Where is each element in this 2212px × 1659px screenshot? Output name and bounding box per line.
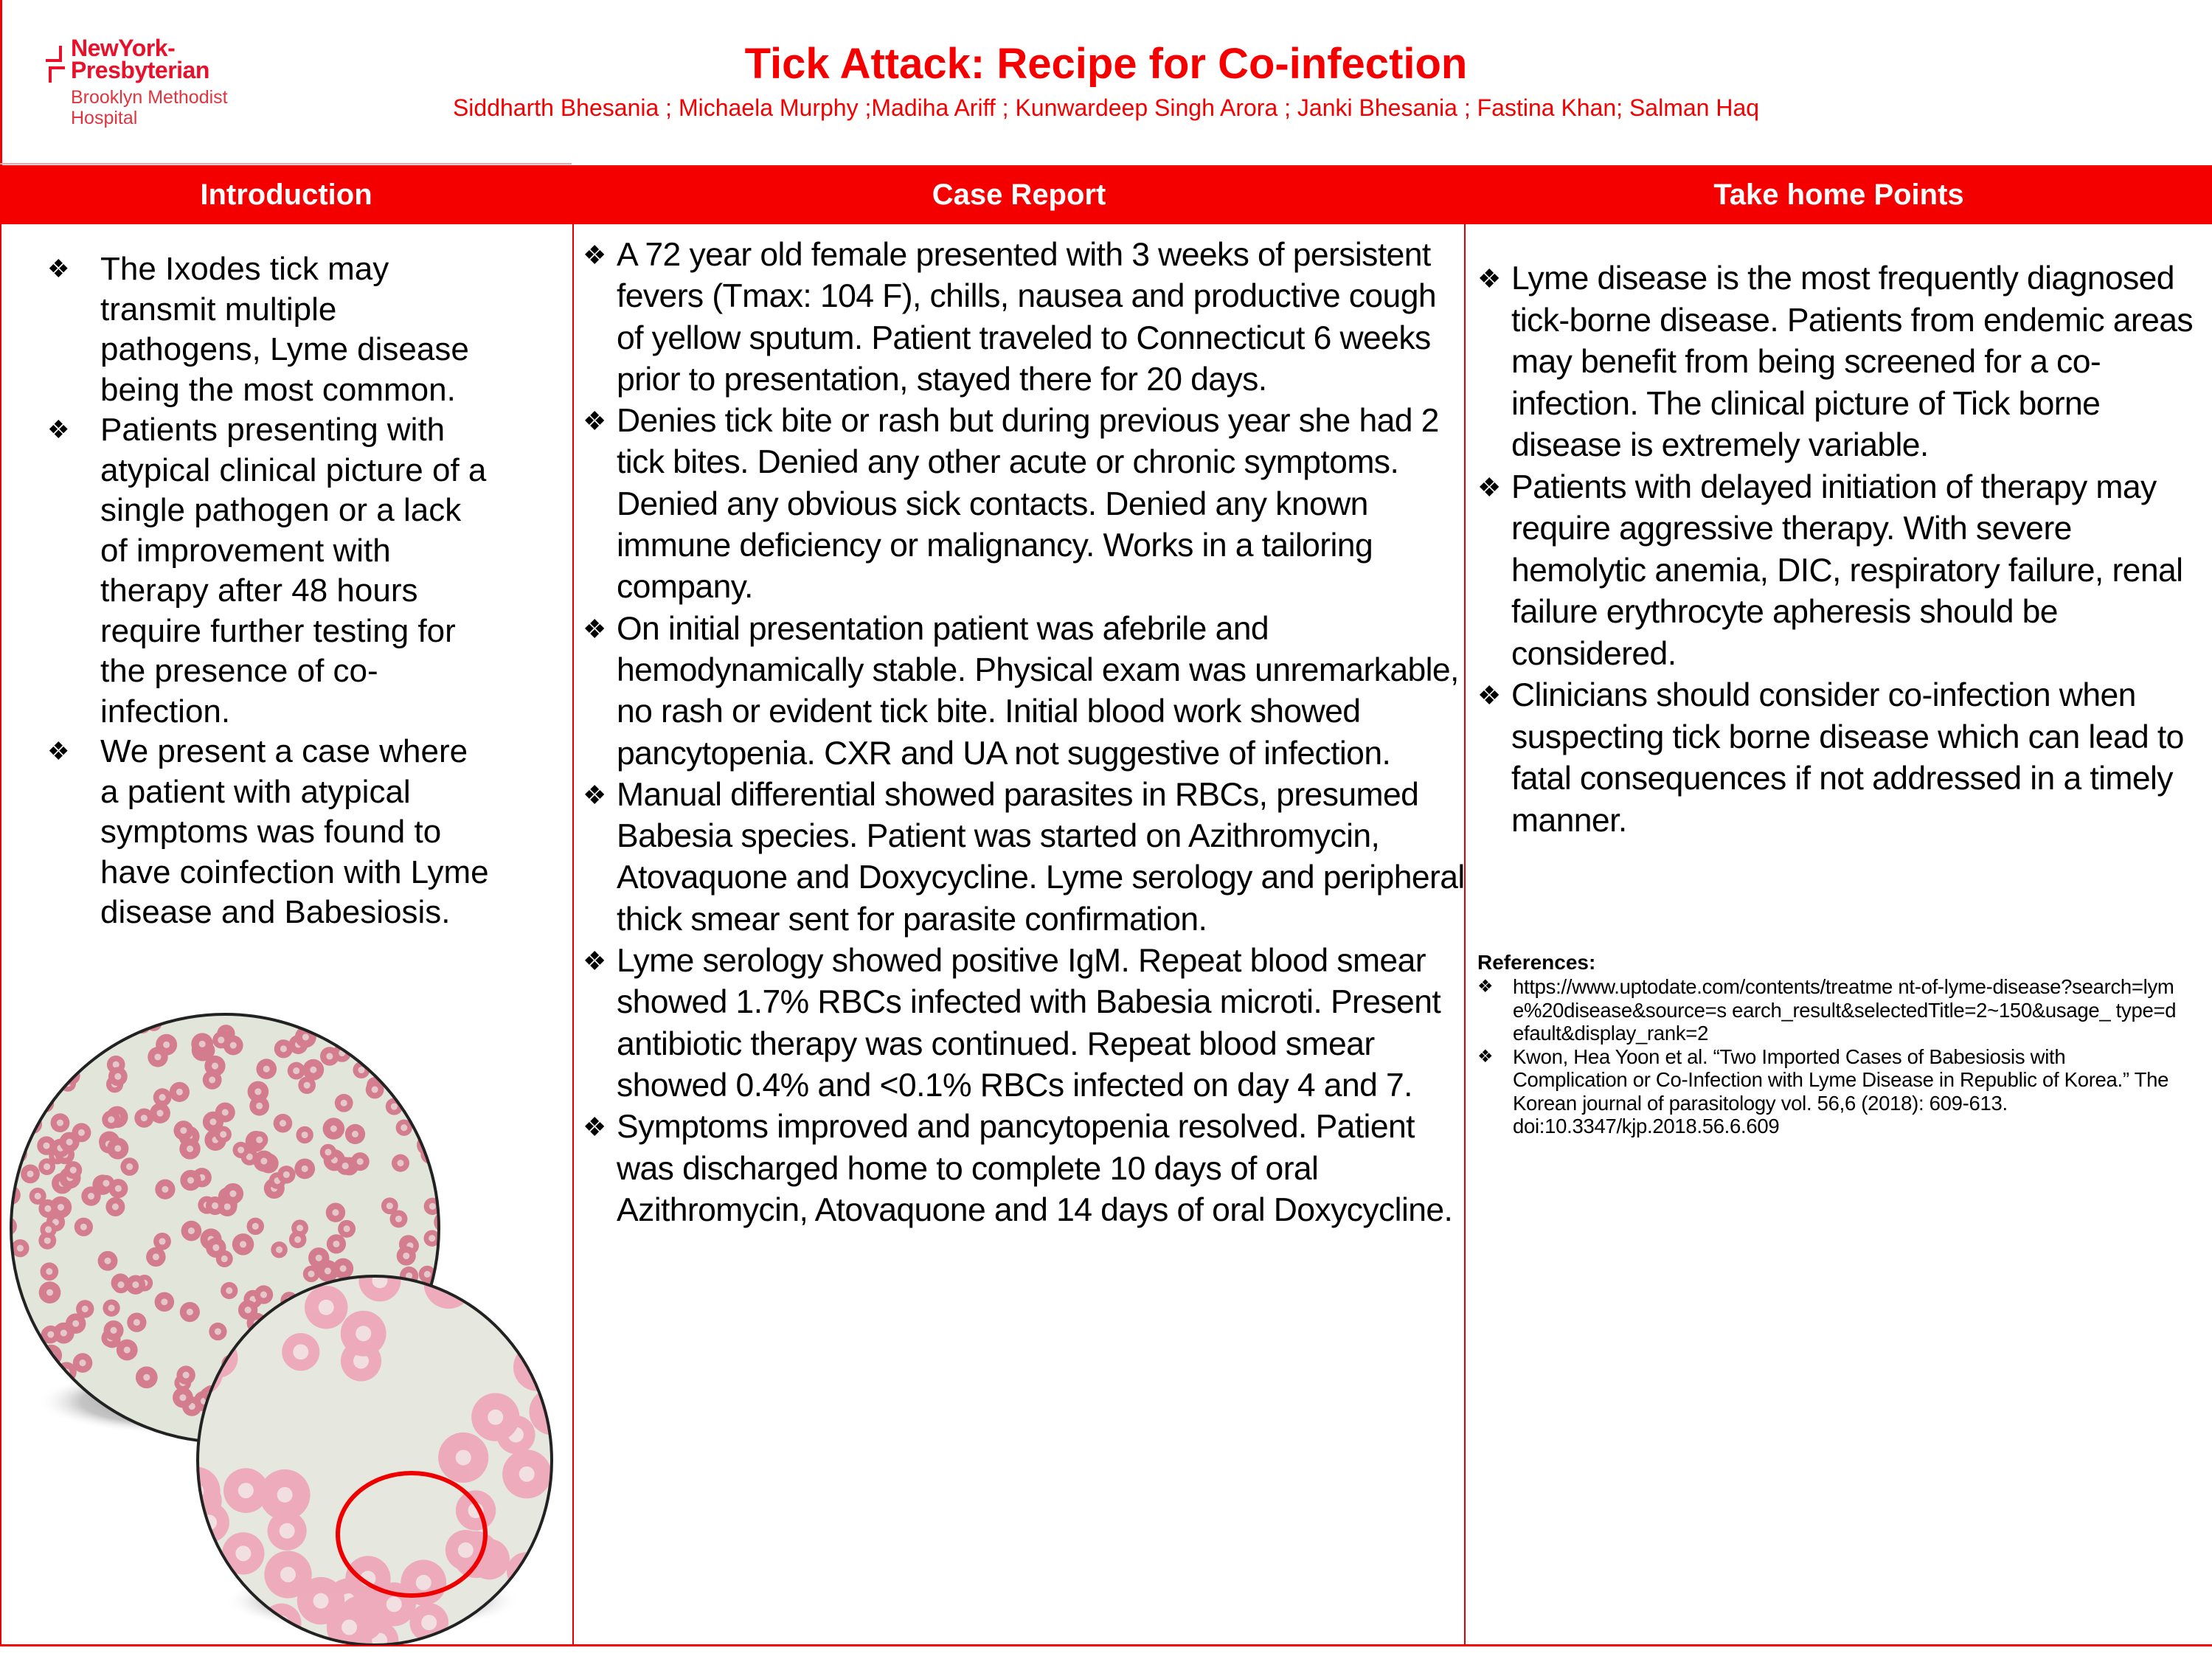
cell-pallor (260, 1292, 267, 1298)
reference-item: ❖ https://www.uptodate.com/contents/treatme nt-of-lyme-disease?search=lyme%20disease&source=s earch_result&selectedTitle=2~150&usage_ type=default&display_rank=2 (1477, 975, 2177, 1045)
cell-pallor (325, 1267, 331, 1274)
cell-pallor (212, 1244, 219, 1251)
cell-pallor (240, 1241, 246, 1247)
red-blood-cell (427, 1037, 448, 1059)
cell-pallor (263, 1066, 270, 1073)
diamond-bullet-icon: ❖ (47, 255, 70, 283)
red-blood-cell (34, 1010, 53, 1029)
case-item: ❖ Denies tick bite or rash but during previous year she had 2 tick bites. Denied any other acute or chronic symptoms. Denied any obvious sick contacts. Denied any known immune deficiency or malignancy. Works in a tailoring company. (583, 401, 1468, 608)
cell-pallor (158, 1440, 164, 1447)
cell-pallor (339, 1036, 346, 1043)
diamond-bullet-icon: ❖ (583, 240, 606, 270)
cell-pallor (519, 1466, 535, 1482)
cell-pallor (156, 1110, 163, 1117)
diamond-bullet-icon: ❖ (583, 779, 606, 810)
cell-pallor (220, 1131, 226, 1137)
cell-pallor (497, 1280, 513, 1295)
red-blood-cell (1, 1276, 18, 1293)
cell-pallor (283, 1171, 290, 1178)
cell-pallor (6, 1441, 13, 1447)
cell-pallor (80, 1224, 87, 1230)
red-blood-cell (430, 1081, 447, 1098)
case-item: ❖ A 72 year old female presented with 3 weeks of persistent fevers (Tmax: 104 F), chills, nausea and productive cough of yellow sputum. Patient traveled to Connecticut 6 weeks prior to presentation, stayed there for 20 days. (583, 235, 1468, 401)
cell-pallor (180, 1127, 187, 1134)
cell-pallor (523, 1621, 538, 1637)
diamond-bullet-icon: ❖ (47, 416, 70, 444)
cell-pallor (395, 1216, 402, 1222)
red-blood-cell (1, 1185, 20, 1205)
cell-pallor (319, 1300, 334, 1315)
cell-pallor (412, 1081, 418, 1088)
cell-pallor (70, 1167, 77, 1174)
cell-pallor (435, 1086, 442, 1092)
cell-pallor (124, 1346, 131, 1353)
cell-pallor (11, 1357, 18, 1364)
cell-pallor (316, 1255, 322, 1261)
cell-pallor (256, 1137, 263, 1143)
cell-pallor (66, 1139, 73, 1146)
red-blood-cell (332, 1012, 350, 1031)
cell-pallor (304, 1082, 311, 1089)
cell-pallor (424, 1271, 431, 1278)
diamond-bullet-icon: ❖ (583, 946, 606, 977)
red-blood-cell (71, 1001, 92, 1022)
red-blood-cell (35, 1032, 53, 1050)
cell-pallor (302, 1166, 308, 1172)
red-blood-cell (406, 1076, 424, 1094)
cell-pallor (326, 1053, 333, 1059)
cell-pallor (88, 1193, 94, 1199)
red-blood-cell (434, 1120, 451, 1137)
cell-pallor (60, 1330, 67, 1337)
cell-pallor (72, 1320, 79, 1327)
cell-pallor (313, 1593, 329, 1609)
intro-item: ❖ We present a case where a patient with atypical symptoms was found to have coinfection with Lyme disease and Babesiosis. (47, 733, 489, 930)
cell-pallor (83, 1039, 89, 1045)
cell-pallor (45, 1226, 52, 1233)
cell-pallor (26, 1423, 32, 1430)
cell-pallor (139, 1020, 145, 1027)
cell-pallor (458, 1542, 474, 1558)
cell-pallor (416, 1575, 431, 1590)
cell-pallor (30, 1121, 36, 1128)
red-blood-cell (406, 1045, 423, 1062)
cell-pallor (79, 1360, 86, 1366)
red-blood-cell (1, 1336, 21, 1355)
cell-pallor (224, 1203, 231, 1210)
take-home-item: ❖ Clinicians should consider co-infection when suspecting tick borne disease which can lead to fatal consequences if not addressed in a timely manner. (1477, 675, 2208, 842)
cell-pallor (103, 1180, 109, 1186)
cell-pallor (280, 1045, 287, 1052)
case-item: ❖ Symptoms improved and pancytopenia resolved. Patient was discharged home to complete 10 days of oral Azithromycin, Atovaquone and 14 days of oral Doxycycline. (583, 1106, 1468, 1231)
cell-pallor (260, 1157, 267, 1164)
red-blood-cell (403, 1053, 423, 1073)
cell-pallor (238, 1146, 244, 1153)
reference-item: ❖ Kwon, Hea Yoon et al. “Two Imported Cases of Babesiosis with Complication or Co-Infection with Lyme Disease in Republic of Korea.” The Korean journal of parasitology vol. 56,6 (2018): 609-613. doi:10.3347/kjp.2018.56.6.609 (1477, 1045, 2169, 1137)
diamond-bullet-icon: ❖ (1477, 263, 1501, 294)
diamond-bullet-icon: ❖ (583, 613, 606, 644)
cell-pallor (46, 1268, 52, 1275)
cell-pallor (15, 1101, 22, 1108)
cell-pallor (386, 1596, 402, 1612)
diamond-bullet-icon: ❖ (1477, 1046, 1494, 1067)
cell-pallor (403, 1253, 409, 1259)
cell-pallor (333, 1241, 339, 1247)
cell-pallor (529, 1582, 544, 1598)
intro-item: ❖ Patients presenting with atypical clinical picture of a single pathogen or a lack of improvement with therapy after 48 hours require further testing for the presence of co-infection. (47, 412, 487, 730)
cell-pallor (17, 1245, 24, 1252)
cell-pallor (159, 1238, 165, 1244)
cell-pallor (338, 1018, 344, 1025)
cell-pallor (409, 1059, 416, 1066)
case-item: ❖ Manual differential showed parasites in RBCs, presumed Babesia species. Patient was started on Azithromycin, Atovaquone and Doxycycline. Lyme serology and peripheral thick smear sent for parasite confirmation. (583, 775, 1468, 941)
cell-pallor (332, 1209, 339, 1216)
cell-pallor (252, 1223, 259, 1230)
cell-pallor (386, 1202, 393, 1209)
cell-pallor (110, 1327, 117, 1334)
cell-pallor (325, 1149, 331, 1155)
cell-pallor (440, 1205, 447, 1211)
cell-pallor (342, 1163, 349, 1169)
cell-pallor (141, 1115, 148, 1121)
red-blood-cell (10, 1095, 28, 1113)
cell-pallor (112, 1203, 119, 1210)
cell-pallor (154, 1053, 161, 1060)
cell-pallor (130, 1007, 136, 1014)
cell-pallor (162, 1186, 168, 1193)
cell-pallor (235, 1545, 251, 1561)
red-blood-cell (123, 1001, 142, 1020)
cell-pallor (43, 1143, 49, 1149)
cell-pallor (176, 1089, 183, 1095)
cell-pallor (187, 1146, 193, 1152)
heading-case-report: Case Report (932, 179, 1106, 211)
cell-pallor (39, 1417, 46, 1424)
cell-pallor (126, 1163, 133, 1170)
cell-pallor (352, 1131, 358, 1137)
red-blood-cell (53, 1054, 70, 1071)
cell-pallor (41, 1037, 47, 1044)
cell-pallor (108, 1305, 114, 1312)
cell-pallor (132, 1281, 139, 1288)
cell-pallor (277, 1487, 293, 1503)
cell-pallor (397, 1160, 403, 1166)
cell-pallor (429, 1203, 436, 1210)
introduction-list (47, 249, 490, 933)
cell-pallor (114, 1073, 121, 1080)
cell-pallor (188, 1227, 195, 1234)
red-blood-cell (35, 1073, 55, 1092)
cell-pallor (187, 1309, 193, 1315)
cell-pallor (446, 1014, 453, 1020)
red-blood-cell (419, 1002, 437, 1021)
cell-pallor (308, 1270, 314, 1277)
cell-pallor (456, 1450, 471, 1465)
red-blood-cell (6, 1353, 22, 1369)
cell-pallor (5, 1098, 12, 1104)
red-blood-cell (0, 1434, 19, 1454)
cell-pallor (82, 1306, 89, 1312)
red-blood-cell (7, 1082, 24, 1100)
cell-pallor (35, 1193, 41, 1199)
cell-pallor (183, 1372, 190, 1379)
red-blood-cell (172, 1467, 221, 1516)
cell-pallor (302, 1033, 309, 1040)
poster-authors: Siddharth Bhesania ; Michaela Murphy ;Madiha Ariff ; Kunwardeep Singh Arora ; Janki Bhesania ; Fastina Khan; Salman Haq (452, 94, 1760, 121)
cell-pallor (254, 1088, 261, 1095)
cell-pallor (293, 1344, 308, 1360)
cell-pallor (341, 1619, 357, 1635)
cell-pallor (245, 1306, 252, 1313)
cell-pallor (344, 1225, 350, 1232)
cell-pallor (6, 1108, 13, 1115)
cell-pallor (57, 1120, 63, 1126)
cell-pallor (356, 1326, 371, 1341)
cell-pallor (222, 1109, 229, 1115)
cell-pallor (78, 1129, 85, 1136)
red-blood-cell (56, 1006, 77, 1027)
cell-pallor (215, 1329, 221, 1335)
cell-pallor (429, 1235, 435, 1241)
cell-pallor (159, 1094, 166, 1101)
cell-pallor (58, 1204, 64, 1211)
red-blood-cell (18, 1416, 41, 1438)
references-list (1477, 975, 2185, 1138)
cell-pallor (440, 1124, 446, 1131)
cell-pallor (12, 1088, 18, 1095)
cell-pallor (163, 1042, 170, 1048)
logo-line-3: Brooklyn Methodist (71, 87, 228, 108)
cell-pallor (41, 1016, 47, 1023)
cell-pallor (434, 1044, 441, 1050)
diamond-bullet-icon: ❖ (1477, 680, 1501, 710)
diamond-bullet-icon: ❖ (1477, 471, 1501, 502)
cell-pallor (330, 1125, 337, 1132)
cell-pallor (209, 1118, 216, 1125)
cell-pallor (47, 1331, 54, 1337)
red-blood-cell (512, 1565, 561, 1615)
cell-pallor (276, 1247, 282, 1253)
cell-pallor (488, 1410, 503, 1425)
diamond-bullet-icon: ❖ (583, 406, 606, 437)
cell-pallor (229, 1191, 236, 1197)
red-blood-cell (409, 1015, 431, 1036)
cell-pallor (7, 1166, 14, 1173)
red-blood-cell (441, 1008, 457, 1025)
take-home-item: ❖ Lyme disease is the most frequently diagnosed tick-borne disease. Patients from endemic areas may benefit from being screened for a co-infection. The clinical picture of Tick borne disease is extremely variable. (1477, 258, 2208, 467)
cell-pallor (401, 1124, 407, 1131)
red-blood-cell (512, 1610, 551, 1645)
cell-pallor (44, 1205, 51, 1212)
cell-pallor (280, 1523, 295, 1539)
cell-pallor (134, 1319, 140, 1326)
red-blood-cell (0, 1091, 18, 1111)
cell-pallor (539, 1355, 555, 1371)
red-blood-cell (486, 1269, 524, 1307)
cell-pallor (294, 1236, 301, 1243)
cell-pallor (179, 1394, 186, 1401)
band-top-line (0, 163, 572, 164)
cell-pallor (238, 1483, 254, 1498)
heading-take-home: Take home Points (1713, 179, 1964, 211)
cell-pallor (372, 1086, 378, 1092)
cell-pallor (391, 1103, 398, 1109)
diamond-bullet-icon: ❖ (583, 1112, 606, 1143)
cell-pallor (41, 1079, 48, 1086)
cell-pallor (78, 1008, 85, 1015)
cell-pallor (280, 1567, 296, 1582)
cell-pallor (297, 1225, 303, 1231)
cell-pallor (403, 1053, 409, 1060)
cell-pallor (218, 1036, 224, 1043)
logo-line-4: Hospital (71, 108, 138, 128)
red-blood-cell (77, 1033, 94, 1050)
diamond-bullet-icon: ❖ (47, 738, 70, 766)
cell-pallor (6, 1281, 13, 1288)
references-heading: References: (1477, 951, 1596, 974)
cell-pallor (104, 1258, 111, 1264)
cell-pallor (11, 1355, 18, 1362)
diamond-bullet-icon: ❖ (1477, 977, 1494, 997)
logo-line-2: Presbyterian (71, 57, 209, 83)
cell-pallor (44, 1163, 50, 1170)
cell-pallor (153, 1253, 159, 1260)
cell-pallor (46, 1289, 53, 1296)
cell-pallor (117, 1281, 124, 1288)
cell-pallor (357, 1158, 364, 1165)
cell-pallor (199, 1041, 206, 1047)
take-home-item: ❖ Patients with delayed initiation of therapy may require aggressive therapy. With severe hemolytic anemia, DIC, respiratory failure, renal failure erythrocyte apheresis should be considered. (1477, 467, 2208, 676)
cell-pallor (221, 1255, 228, 1262)
cell-pallor (310, 1067, 316, 1073)
cell-pallor (212, 1063, 218, 1070)
red-blood-cell (62, 1067, 80, 1085)
red-blood-cell (5, 1349, 24, 1368)
cell-pallor (44, 1237, 51, 1244)
cell-pallor (8, 1342, 15, 1348)
cell-pallor (115, 1185, 122, 1192)
cell-pallor (143, 1374, 150, 1381)
cell-pallor (358, 1067, 364, 1073)
case-report-list (583, 235, 1468, 1231)
cell-pallor (442, 1219, 448, 1225)
blood-smear-images (0, 996, 572, 1645)
red-blood-cell (0, 1101, 20, 1122)
cell-pallor (108, 1116, 114, 1123)
take-home-list (1477, 258, 2208, 842)
logo-line-1: NewYork- (71, 35, 176, 61)
poster-title: Tick Attack: Recipe for Co-infection (744, 40, 1468, 88)
cell-pallor (256, 1103, 263, 1109)
cell-pallor (212, 1202, 218, 1209)
case-item: ❖ On initial presentation patient was afebrile and hemodynamically stable. Physical exam was unremarkable, no rash or evident tick bite. Initial blood work showed pancytopenia. CXR and UA not suggestive of infection. (583, 609, 1468, 775)
cell-pallor (187, 1177, 194, 1184)
case-item: ❖ Lyme serology showed positive IgM. Repeat blood smear showed 1.7% RBCs infected with Babesia microti. Present antibiotic therapy was continued. Repeat blood smear showed 0.4% and <0.1% RBCs infected on day 4 and 7. (583, 941, 1468, 1106)
cell-pallor (293, 1067, 299, 1074)
cell-pallor (63, 1013, 70, 1019)
cell-pallor (302, 1132, 308, 1138)
cell-pallor (209, 1076, 215, 1083)
red-blood-cell (396, 1047, 415, 1066)
cell-pallor (424, 1008, 431, 1015)
cell-pallor (416, 1022, 423, 1029)
cell-pallor (226, 1287, 232, 1294)
heading-introduction: Introduction (200, 179, 372, 211)
cell-pallor (230, 1042, 237, 1049)
cell-pallor (114, 1145, 121, 1151)
cell-pallor (341, 1100, 347, 1106)
cell-pallor (59, 1059, 66, 1066)
cell-pallor (340, 1265, 347, 1272)
cell-pallor (15, 1151, 21, 1157)
cell-pallor (280, 1120, 286, 1126)
cell-pallor (161, 1298, 167, 1305)
cell-pallor (112, 1030, 119, 1036)
cell-pallor (421, 1615, 437, 1630)
cell-pallor (27, 1171, 33, 1177)
cell-pallor (424, 1142, 431, 1149)
cell-pallor (411, 1050, 417, 1056)
intro-item: ❖ The Ixodes tick may transmit multiple pathogens, Lyme disease being the most common. (47, 251, 469, 408)
